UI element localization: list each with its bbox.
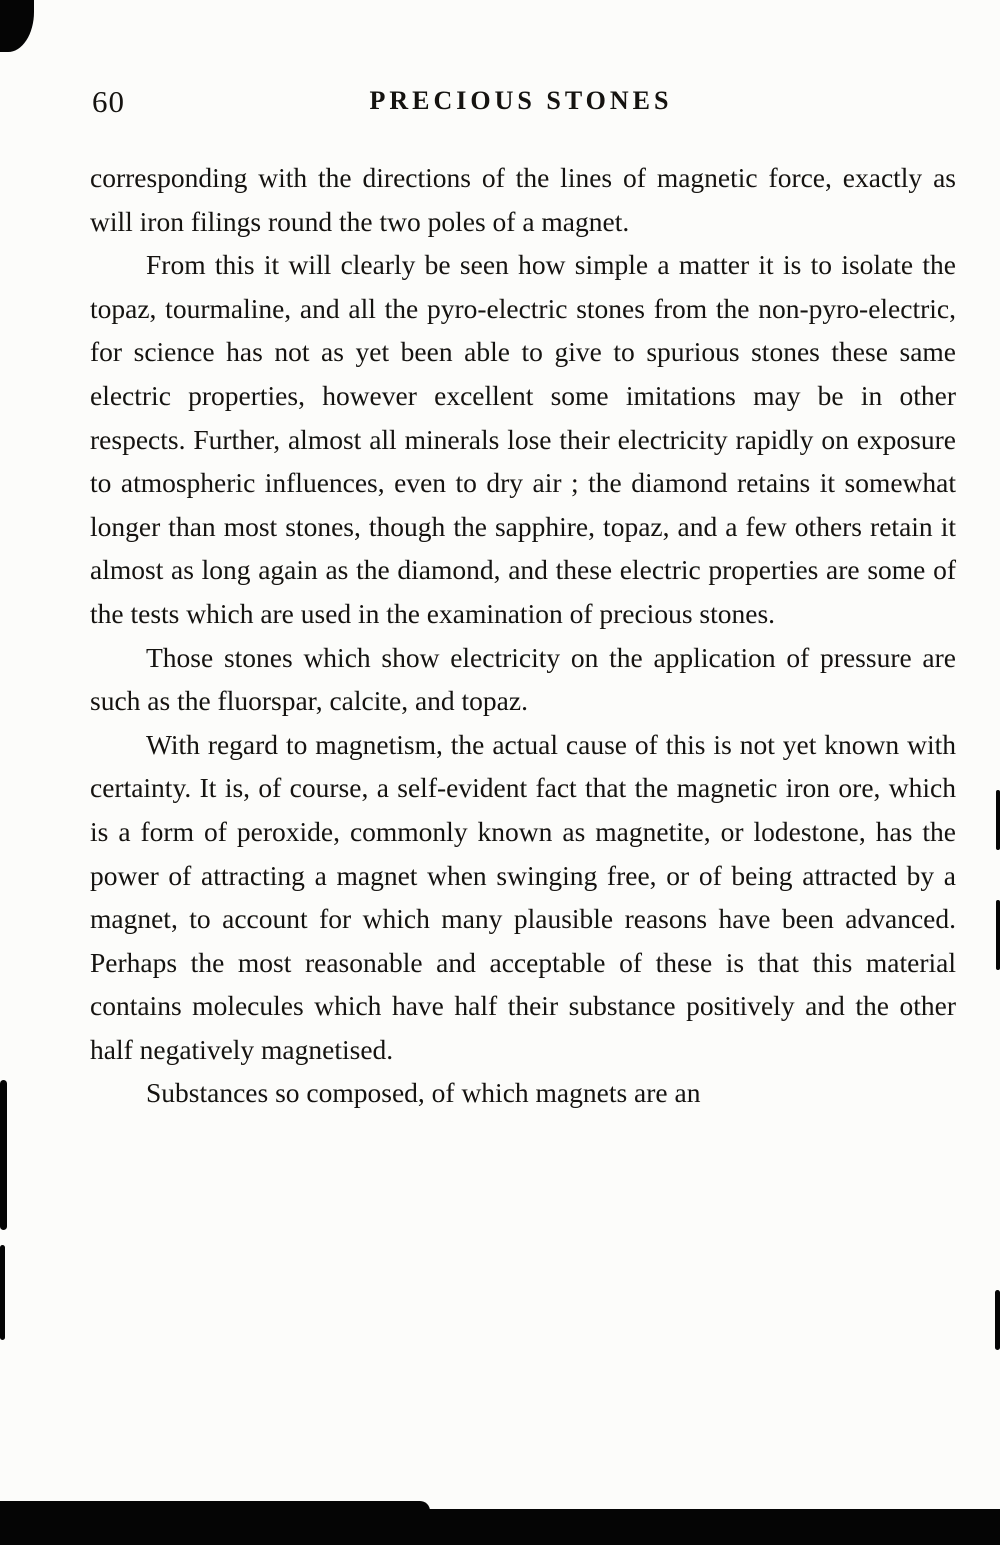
scan-artifact-left-edge (0, 1080, 7, 1230)
running-header-title: PRECIOUS STONES (369, 86, 673, 115)
page-number: 60 (92, 84, 125, 119)
scan-artifact-left-edge (0, 1245, 5, 1340)
scan-artifact-right-edge (996, 900, 1000, 970)
scan-artifact-top-left-corner (0, 0, 34, 52)
paragraph: Those stones which show electricity on the application of pressure are such as the fluorspar, calcite, and topaz. (90, 641, 956, 717)
running-header (90, 84, 952, 124)
paragraph: From this it will clearly be seen how simple a matter it is to isolate the topaz, tourmaline, and all the pyro-electric stones from the non-pyro-electric, for science has not as yet been able to give to spurious stones these same electric properties, however excellent some imitations may be in other respects. Further, almost all minerals lose their electricity rapidly on exposure to atmospheric influences, even to dry air ; the diamond retains it somewhat longer than most stones, though the sapphire, topaz, and a few others retain it almost as long again as the diamond, and these electric properties are some of the tests which are used in the examination of precious stones. (90, 249, 956, 629)
scan-artifact-right-edge (995, 1290, 1000, 1350)
scan-artifact-right-edge (996, 790, 1000, 850)
paragraph: With regard to magnetism, the actual cause of this is not yet known with certainty. It is, of course, a self-evident fact that the magnetic iron ore, which is a form of peroxide, commonly known as magnetite, or lodestone, has the power of attracting a magnet when swinging free, or of being attracted by a magnet, to account for which many plausible reasons have been advanced. Perhaps the most reasonable and acceptable of these is that this material contains molecules which have half their substance positively and the other half negatively magnetised. (90, 728, 956, 1065)
paragraph: corresponding with the directions of the lines of magnetic force, exactly as will iron filings round the two poles of a magnet. (90, 162, 956, 237)
scan-artifact-bottom-bar (0, 1509, 1000, 1545)
paragraph: Substances so composed, of which magnets are an (146, 1077, 701, 1109)
body-text (90, 156, 956, 1115)
